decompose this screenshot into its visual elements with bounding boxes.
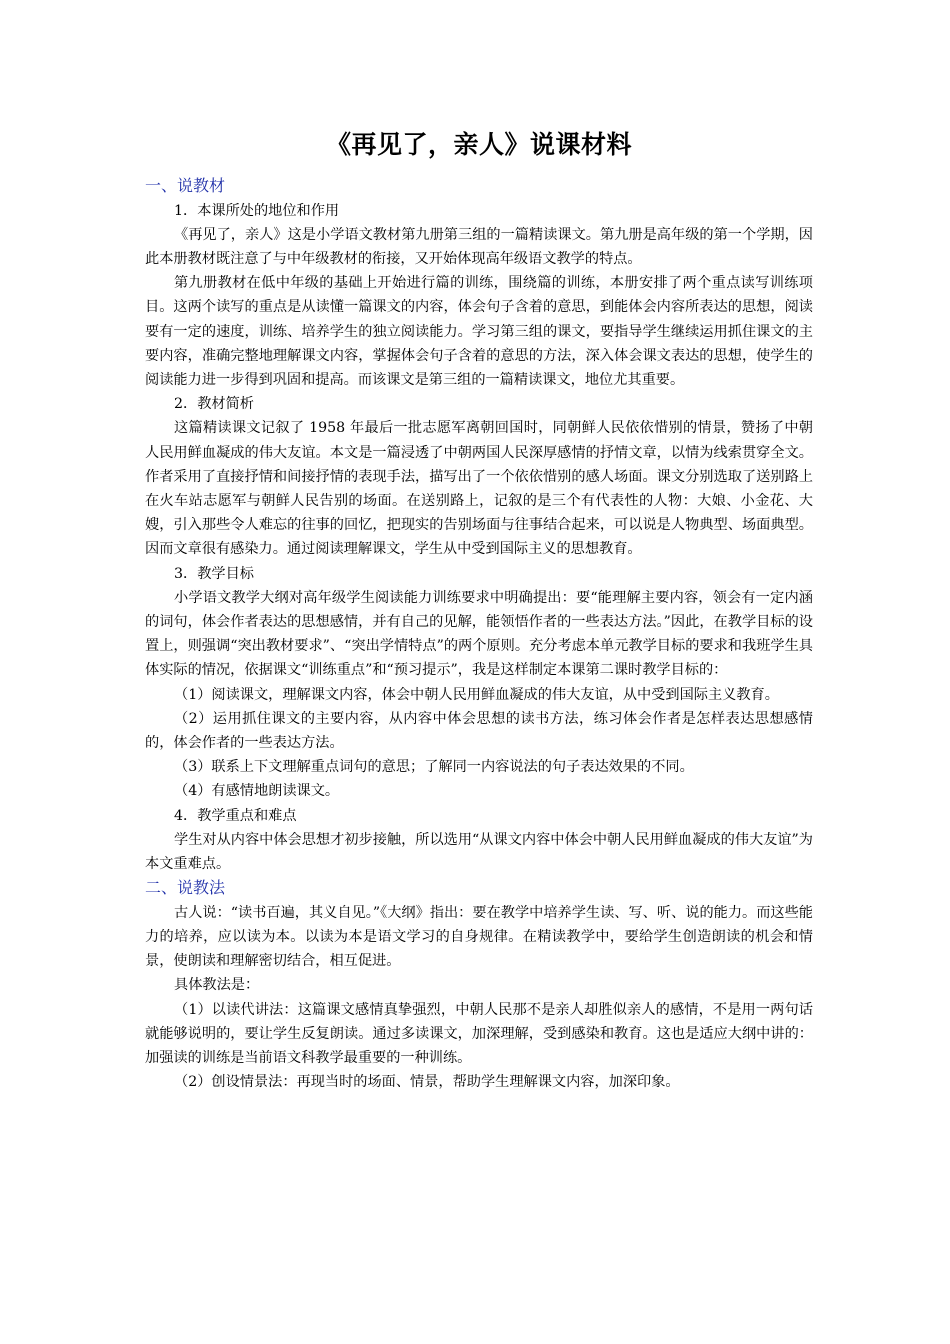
- list-item: （2）运用抓住课文的主要内容，从内容中体会思想的读书方法，练习体会作者是怎样表达思想感情的，体会作者的一些表达方法。: [145, 710, 813, 751]
- section-heading: 二、说教法: [145, 878, 226, 898]
- section-teaching-method: [145, 876, 813, 1094]
- subsection-heading: 2．教材简析: [174, 396, 254, 413]
- paragraph: 《再见了，亲人》这是小学语文教材第九册第三组的一篇精读课文。第九册是高年级的第一个学期，因此本册教材既注意了与中年级教材的衔接，又开始体现高年级语文教学的特点。: [145, 226, 813, 267]
- paragraph: 这篇精读课文记叙了 1958 年最后一批志愿军离朝回国时，同朝鲜人民依依惜别的情景，赞扬了中朝人民用鲜血凝成的伟大友谊。本文是一篇浸透了中朝两国人民深厚感情的抒情文章，以情为线索贯穿全文。作者采用了直接抒情和间接抒情的表现手法，描写出了一个依依惜别的感人场面。课文分别选取了送别路上在火车站志愿军与朝鲜人民告别的场面。在送别路上，记叙的是三个有代表性的人物：大娘、小金花、大嫂，引入那些令人难忘的往事的回忆，把现实的告别场面与往事结合起来，可以说是人物典型、场面典型。因而文章很有感染力。通过阅读理解课文，学生从中受到国际主义的思想教育。: [145, 420, 813, 558]
- paragraph: 第九册教材在低中年级的基础上开始进行篇的训练，围绕篇的训练，本册安排了两个重点读写训练项目。这两个读写的重点是从读懂一篇课文的内容，体会句子含着的意思，到能体会内容所表达的思想，阅读要有一定的速度，训练、培养学生的独立阅读能力。学习第三组的课文，要指导学生继续运用抓住课文的主要内容，准确完整地理解课文内容，掌握体会句子含着的意思的方法，深入体会课文表达的思想，使学生的阅读能力进一步得到巩固和提高。而该课文是第三组的一篇精读课文，地位尤其重要。: [145, 275, 813, 388]
- section-heading: 一、说教材: [145, 176, 226, 195]
- section-textbook: [145, 174, 813, 876]
- paragraph: 小学语文教学大纲对高年级学生阅读能力训练要求中明确提出：要“能理解主要内容，领会有一定内涵的词句，体会作者表达的思想感情，并有自己的见解，能领悟作者的一些表达方法。”因此，在教学目标的设置上，则强调“突出教材要求”、“突出学情特点”的两个原则。充分考虑本单元教学目标的要求和我班学生具体实际的情况，依据课文“训练重点”和“预习提示”，我是这样制定本课第二课时教学目标的：: [145, 589, 813, 679]
- list-item: （1）以读代讲法：这篇课文感情真挚强烈，中朝人民那不是亲人却胜似亲人的感情，不是用一两句话就能够说明的，要让学生反复朗读。通过多读课文，加深理解，受到感染和教育。这也是适应大纲中讲的：加强读的训练是当前语文科教学最重要的一种训练。: [145, 1001, 813, 1066]
- paragraph: 古人说：“读书百遍，其义自见。”《大纲》指出：要在教学中培养学生读、写、听、说的能力。而这些能力的培养，应以读为本。以读为本是语文学习的自身规律。在精读教学中，要给学生创造朗读的机会和情景，使朗读和理解密切结合，相互促进。: [145, 904, 813, 970]
- list-item: （3）联系上下文理解重点词句的意思；了解同一内容说法的句子表达效果的不同。: [174, 759, 694, 776]
- page-title: 《再见了，亲人》说课材料: [325, 130, 632, 159]
- list-item: （2）创设情景法：再现当时的场面、情景，帮助学生理解课文内容，加深印象。: [174, 1074, 680, 1091]
- document-page: [145, 128, 813, 1094]
- subsection-heading: 4．教学重点和难点: [174, 807, 297, 824]
- paragraph: 学生对从内容中体会思想才初步接触，所以选用“从课文内容中体会中朝人民用鲜血凝成的伟大友谊”为本文重难点。: [145, 831, 813, 872]
- subsection-heading: 1．本课所处的地位和作用: [174, 202, 340, 219]
- subsection-heading: 3．教学目标: [174, 565, 254, 582]
- list-item: （1）阅读课文，理解课文内容，体会中朝人民用鲜血凝成的伟大友谊，从中受到国际主义教育。: [174, 686, 779, 703]
- list-item: （4）有感情地朗读课文。: [174, 783, 340, 800]
- paragraph: 具体教法是：: [174, 977, 260, 994]
